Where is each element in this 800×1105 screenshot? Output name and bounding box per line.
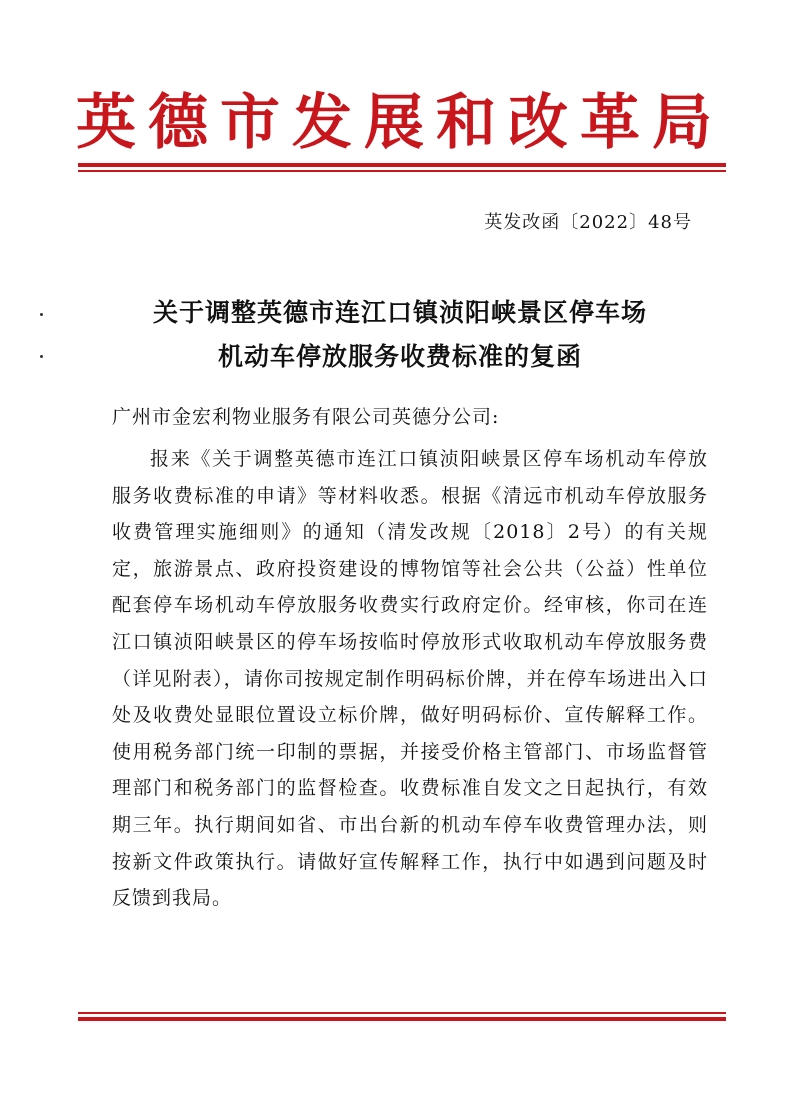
document-title-line-2: 机动车停放服务收费标准的复函 [217,342,582,371]
body-paragraph: 报来《关于调整英德市连江口镇浈阳峡景区停车场机动车停放服务收费标准的申请》等材料收悉。根据《清远市机动车停放服务收费管理实施细则》的通知（清发改规〔2018〕2号）的有关规定，旅游景点、政府投资建设的博物馆等社会公共（公益）性单位配套停车场机动车停放服务收费实行政府定价。经审核，你司在连江口镇浈阳峡景区的停车场按临时停放形式收取机动车停放服务费（详见附表），请你司按规定制作明码标价牌，并在停车场进出入口处及收费处显眼位置设立标价牌，做好明码标价、宣传解释工作。使用税务部门统一印制的票据，并接受价格主管部门、市场监督管理部门和税务部门的监督检查。收费标准自发文之日起执行，有效期三年。执行期间如省、市出台新的机动车停车收费管理办法，则按新文件政策执行。请做好宣传解释工作，执行中如遇到问题及时反馈到我局。 [112,448,708,910]
margin-mark [40,355,43,358]
masthead-red-rule-thin [78,170,726,172]
masthead-red-rule [78,163,726,167]
recipient: 广州市金宏利物业服务有限公司英德分公司: [112,406,500,428]
document-title-line-1: 关于调整英德市连江口镇浈阳峡景区停车场 [152,298,647,327]
footer-red-rule [78,1017,726,1021]
footer-red-rule-thin [78,1012,726,1014]
document-number: 英发改函〔2022〕48号 [484,212,692,233]
margin-mark [40,313,43,316]
agency-masthead: 英德市发展和改革局 [76,88,724,158]
